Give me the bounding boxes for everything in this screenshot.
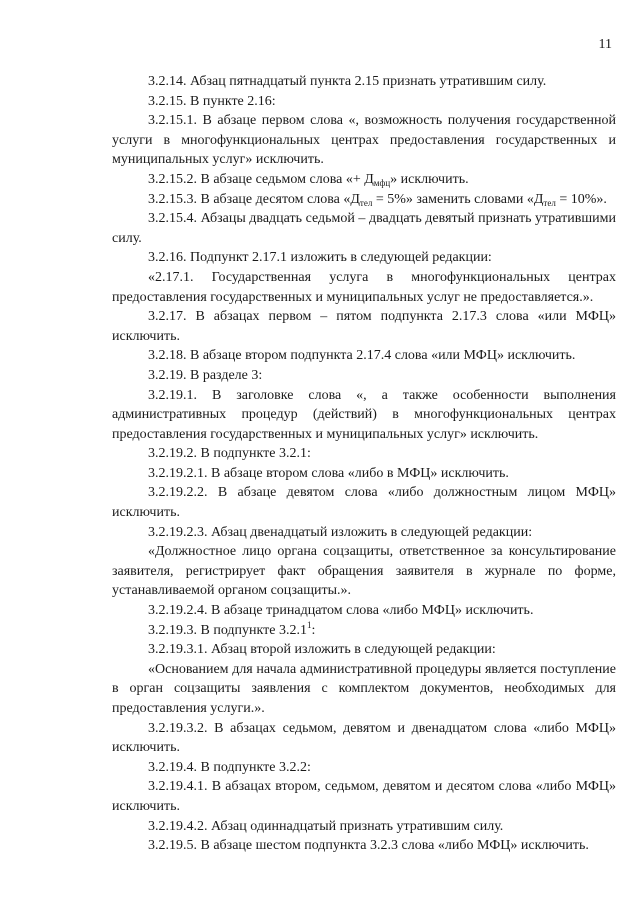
page-number: 11 <box>598 37 612 52</box>
paragraph-3-2-18: 3.2.18. В абзаце втором подпункта 2.17.4 слова «или МФЦ» исключить. <box>148 348 576 364</box>
paragraph-3-2-19-2-4: 3.2.19.2.4. В абзаце тринадцатом слова «либо МФЦ» исключить. <box>148 603 534 619</box>
paragraph-text: 3.2.19.3. В подпункте 3.2.1 <box>148 622 307 638</box>
document-body <box>112 72 616 856</box>
paragraph-text: : <box>311 622 316 638</box>
paragraph-quote-basis: «Основанием для начала административной процедуры является поступление в орган соцзащиты заявления с комплектом документов, необходимых для предоставления услуги.». <box>112 661 616 716</box>
paragraph-3-2-14: 3.2.14. Абзац пятнадцатый пункта 2.15 признать утратившим силу. <box>148 74 547 89</box>
paragraph-3-2-19-4-2: 3.2.19.4.2. Абзац одиннадцатый признать утратившим силу. <box>148 818 504 834</box>
paragraph-text: = 10%». <box>555 191 607 207</box>
paragraph-text: 3.2.15.2. В абзаце седьмом слова «+ Д <box>148 171 374 187</box>
paragraph-3-2-19-3 <box>112 621 616 641</box>
paragraph-3-2-19-5: 3.2.19.5. В абзаце шестом подпункта 3.2.3 слова «либо МФЦ» исключить. <box>148 838 589 854</box>
paragraph-2-17-1-quote: «2.17.1. Государственная услуга в многофункциональных центрах предоставления государственных и муниципальных услуг не предоставляется.». <box>112 269 616 305</box>
paragraph-3-2-19-3-2: 3.2.19.3.2. В абзацах седьмом, девятом и двенадцатом слова «либо МФЦ» исключить. <box>112 720 616 756</box>
paragraph-3-2-19: 3.2.19. В разделе 3: <box>148 367 263 383</box>
subscript: тел <box>543 197 556 208</box>
paragraph-3-2-15-3 <box>112 190 616 210</box>
paragraph-3-2-19-1: 3.2.19.1. В заголовке слова «, а также особенности выполнения административных процедур (действий) в многофункциональных центрах предоставления государственных и муниципальных услуг» исключить. <box>112 387 616 442</box>
paragraph-text: » исключить. <box>390 171 469 187</box>
paragraph-text: = 5%» заменить словами «Д <box>372 191 544 207</box>
paragraph-quote-official: «Должностное лицо органа соцзащиты, ответственное за консультирование заявителя, регистрирует факт обращения заявителя в журнале по форме, устанавливаемой органом соцзащиты.». <box>112 544 616 599</box>
paragraph-3-2-19-2: 3.2.19.2. В подпункте 3.2.1: <box>148 446 311 462</box>
paragraph-3-2-15-2 <box>112 170 616 190</box>
paragraph-3-2-19-2-1: 3.2.19.2.1. В абзаце втором слова «либо в МФЦ» исключить. <box>148 465 509 481</box>
paragraph-3-2-19-4-1: 3.2.19.4.1. В абзацах втором, седьмом, девятом и десятом слова «либо МФЦ» исключить. <box>112 779 616 814</box>
paragraph-3-2-17: 3.2.17. В абзацах первом – пятом подпункта 2.17.3 слова «или МФЦ» исключить. <box>112 309 616 344</box>
paragraph-3-2-15: 3.2.15. В пункте 2.16: <box>148 93 276 109</box>
paragraph-3-2-15-4: 3.2.15.4. Абзацы двадцать седьмой – двадцать девятый признать утратившими силу. <box>112 211 616 246</box>
subscript: мфц <box>373 177 391 188</box>
paragraph-text: 3.2.15.3. В абзаце десятом слова «Д <box>148 191 360 207</box>
superscript: 1 <box>306 619 312 630</box>
paragraph-3-2-19-2-2: 3.2.19.2.2. В абзаце девятом слова «либо должностным лицом МФЦ» исключить. <box>112 485 616 521</box>
paragraph-3-2-19-2-3: 3.2.19.2.3. Абзац двенадцатый изложить в следующей редакции: <box>148 524 533 540</box>
paragraph-3-2-16: 3.2.16. Подпункт 2.17.1 изложить в следующей редакции: <box>148 250 492 266</box>
subscript: тел <box>359 197 373 208</box>
paragraph-3-2-15-1: 3.2.15.1. В абзаце первом слова «, возможность получения государственной услуги в многофункциональных центрах предоставления государственных и муниципальных услуг» исключить. <box>112 113 616 168</box>
paragraph-3-2-19-3-1: 3.2.19.3.1. Абзац второй изложить в следующей редакции: <box>148 642 496 658</box>
paragraph-3-2-19-4: 3.2.19.4. В подпункте 3.2.2: <box>148 759 311 775</box>
